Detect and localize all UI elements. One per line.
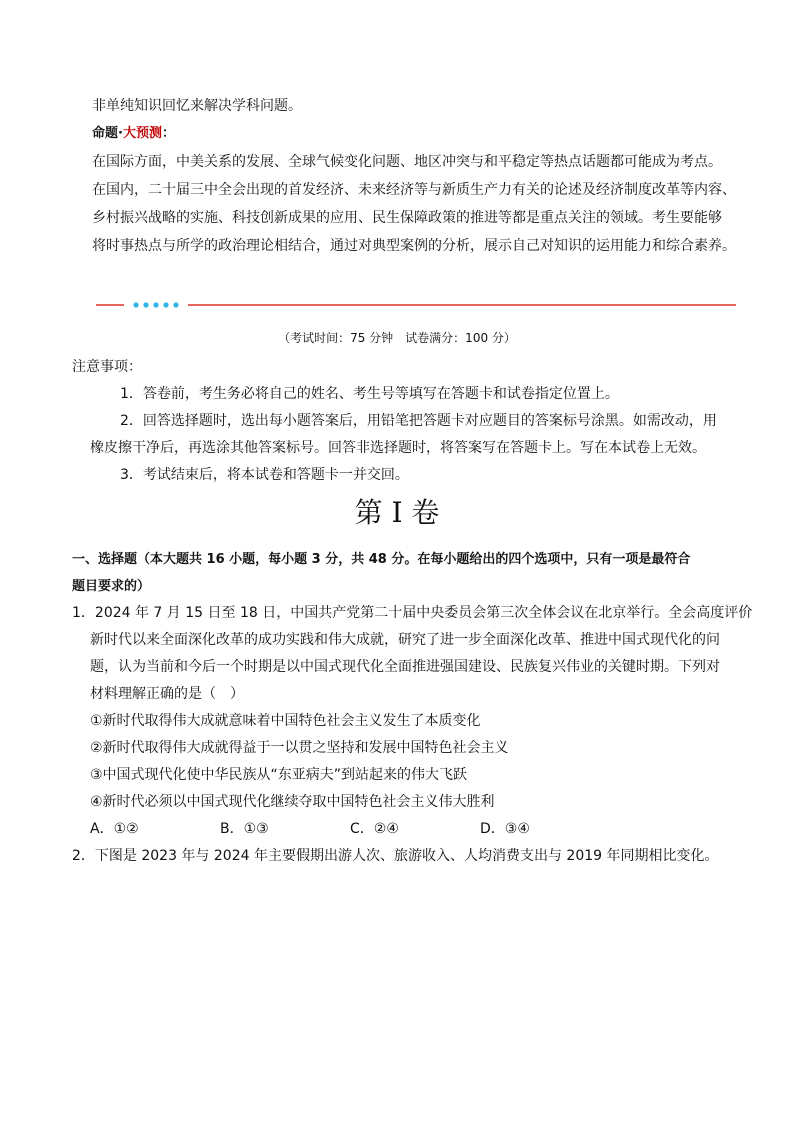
notes-section	[72, 354, 732, 489]
questions-section	[72, 546, 753, 870]
prediction-paragraph-line: 乡村振兴战略的实施、科技创新成果的应用、民生保障政策的推进等都是重点关注的领域。考生要能够	[92, 210, 722, 226]
note-item: 1．答卷前，考生务必将自己的姓名、考生号等填写在答题卡和试卷指定位置上。	[120, 386, 619, 402]
question-1-statement: ④新时代必须以中国式现代化继续夺取中国特色社会主义伟大胜利	[90, 794, 495, 810]
exam-info: （考试时间：75 分钟 试卷满分：100 分）	[278, 331, 516, 345]
question-1-statement: ①新时代取得伟大成就意味着中国特色社会主义发生了本质变化	[90, 713, 481, 729]
question-2-stem: 2．下图是 2023 年与 2024 年主要假期出游人次、旅游收入、人均消费支出与 2019 年同期相比变化。	[72, 848, 719, 864]
intro-line: 非单纯知识回忆来解决学科问题。	[92, 98, 302, 114]
volume-title: 第 I 卷	[354, 496, 440, 529]
question-1-stem: 题，认为当前和今后一个时期是以中国式现代化全面推进强国建设、民族复兴伟业的关键时期。下列对	[90, 659, 720, 675]
question-1-stem: 1．2024 年 7 月 15 日至 18 日，中国共产党第二十届中央委员会第三次全体会议在北京举行。全会高度评价	[72, 605, 753, 621]
question-1-statement: ②新时代取得伟大成就得益于一以贯之坚持和发展中国特色社会主义	[90, 740, 509, 756]
note-item: 2．回答选择题时，选出每小题答案后，用铅笔把答题卡对应题目的答案标号涂黑。如需改动，用	[120, 413, 717, 429]
note-item: 橡皮擦干净后，再选涂其他答案标号。回答非选择题时，将答案写在答题卡上。写在本试卷上无效。	[90, 440, 706, 456]
option-a: A．①②	[90, 821, 139, 837]
option-b: B．①③	[220, 821, 269, 837]
prediction-label-highlight: 大预测	[122, 126, 162, 141]
notes-heading: 注意事项：	[72, 359, 142, 375]
intro-section	[92, 92, 736, 260]
note-item: 3．考试结束后，将本试卷和答题卡一并交回。	[120, 467, 409, 483]
section-divider	[96, 298, 736, 312]
prediction-label	[92, 120, 732, 148]
question-1-stem: 材料理解正确的是（ ）	[90, 686, 244, 702]
prediction-label-prefix: 命题·	[92, 126, 123, 141]
prediction-paragraph-line: 在国内，二十届三中全会出现的首发经济、未来经济等与新质生产力有关的论述及经济制度改革等内容、	[92, 182, 736, 198]
section-heading: 一、选择题（本大题共 16 小题，每小题 3 分，共 48 分。在每小题给出的四个选项中，只有一项是最符合	[72, 552, 691, 567]
prediction-label-suffix: ：	[161, 126, 175, 141]
section-heading: 题目要求的）	[72, 579, 151, 594]
prediction-paragraph-line: 在国际方面，中美关系的发展、全球气候变化问题、地区冲突与和平稳定等热点话题都可能成为考点。	[92, 154, 722, 170]
question-1-statement: ③中国式现代化使中华民族从“东亚病夫”到站起来的伟大飞跃	[90, 767, 468, 783]
prediction-paragraph-line: 将时事热点与所学的政治理论相结合，通过对典型案例的分析，展示自己对知识的运用能力和综合素养。	[92, 238, 736, 254]
option-d: D．③④	[480, 821, 530, 837]
option-c: C．②④	[350, 821, 399, 837]
question-1-stem: 新时代以来全面深化改革的成功实践和伟大成就，研究了进一步全面深化改革、推进中国式现代化的问	[90, 632, 720, 648]
question-1-options	[72, 816, 742, 843]
